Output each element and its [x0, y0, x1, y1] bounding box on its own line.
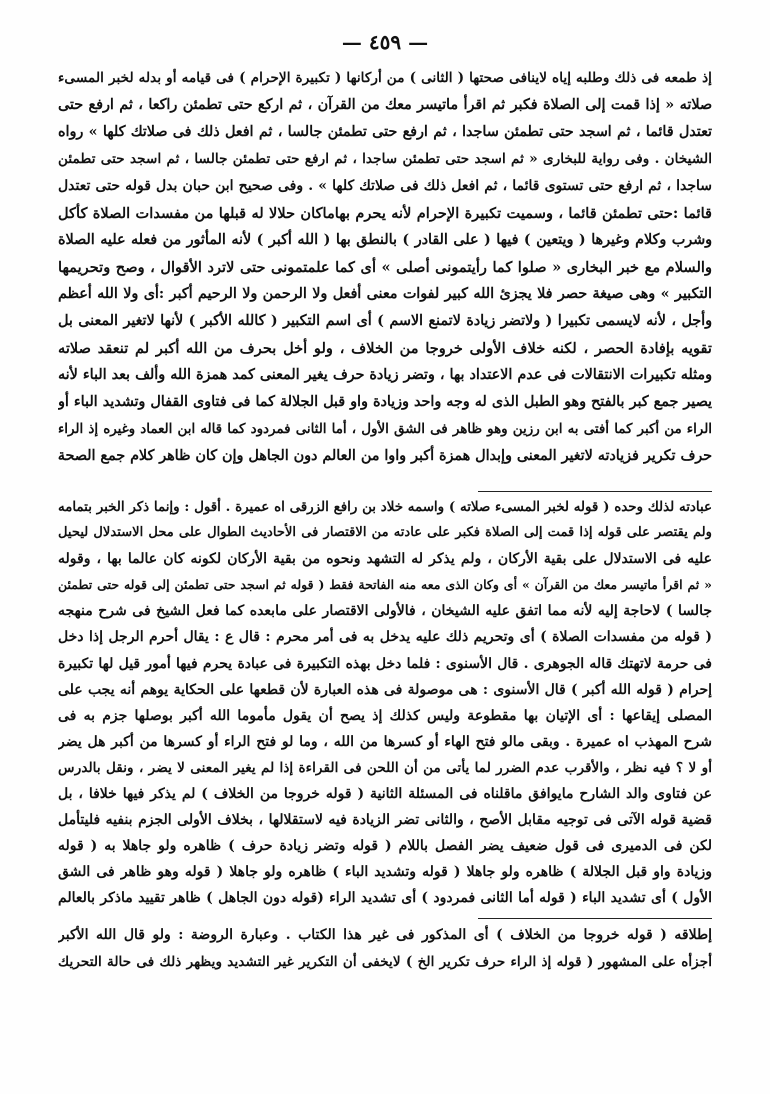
footnote-line: المصلى إيقاعها : أى الإتيان بها مقطوعة وليس كذلك إذ يصح أن يقول مأموما الله أكبر بوصلها جزم به فى	[58, 707, 712, 724]
main-text	[58, 65, 712, 470]
footnote-line: قضية قوله الآتى فى توجيه مقابل الأصح ، والثانى تضر الزيادة فيه لاستقلالها ، بخلاف الأولى الجزم بنفيه فليتأمل	[58, 812, 712, 829]
main-text-line: إذ طمعه فى ذلك وطلبه إياه لاينافى صحتها ( الثانى ) من أركانها ( تكبيرة الإحرام ) فى قيامه أو بدله لخبر المسىء	[58, 70, 712, 86]
footnote-line: ولم يقتصر على قوله إذا قمت إلى الصلاة فكبر على عادته من الاقتصار فى الأحاديث الطوال على محل الاستدلال ليحيل	[58, 525, 712, 541]
main-text-line: تعتدل قائما ، ثم اسجد حتى تطمئن ساجدا ، ثم ارفع حتى تطمئن جالسا ، ثم افعل ذلك فى صلاتك كلها » رواه	[58, 124, 712, 140]
footnote-line: « ثم اقرأ ماتيسر معك من القرآن » أى وكان الذى معه منه الفاتحة فقط ( قوله ثم اسجد حتى تطمئن إلى قوله حتى تطمئن	[58, 577, 712, 593]
footnotes-secondary	[58, 922, 712, 976]
page-number: — ٤٥٩ —	[341, 30, 429, 54]
footnote-line: أو لا ؟ فيه نظر ، والأقرب عدم الضرر لما يأتى من أن اللحن فى القراءة إذا لم يغير المعنى لا يضر ، ونقل بالدرس	[58, 759, 712, 776]
footnote-line: لكن فى الدميرى فى قول ضعيف يضر الفصل باللام ( قوله وتضر زيادة حرف ) ظاهره ولو جاهلا به ( قوله	[58, 838, 712, 855]
main-text-line: الراء من أكبر كما أفتى به ابن رزين وهو ظاهر فى الشق الأول ، أما الثانى فمردود كما قاله ابن العماد وغيره إذ الراء	[58, 421, 712, 437]
footnote-line: إحرام ( قوله الله أكبر ) قال الأسنوى : هى موصولة فى هذه العبارة لأن قطعها على الحكاية يوهم أنه يجب على	[58, 681, 712, 698]
main-text-line: ساجدا ، ثم ارفع حتى تستوى قائما ، ثم افعل ذلك فى صلاتك كلها » . وفى صحيح ابن حبان بدل قوله حتى تعتدل	[58, 178, 712, 194]
footnote-line: إطلاقه ( قوله خروجا من الخلاف ) أى المذكور فى غير هذا الكتاب . وعبارة الروضة : ولو قال الله الأكبر	[58, 927, 712, 943]
footnote-line: أجزأه على المشهور ( قوله إذ الراء حرف تكرير الخ ) لايخفى أن التكرير غير التشديد ويظهر ذلك فى حالة التحريك	[58, 954, 712, 970]
footnote-line: فى حرمة لاتهتك قاله الجوهرى . قال الأسنوى : فلما دخل بهذه التكبيرة فى عبادة يحرم فيها أمور قيل لها تكبيرة	[58, 655, 712, 672]
footnote-line: عن فتاوى والد الشارح مايوافق ماقلناه فى المسئلة الثانية ( قوله خروجا من الخلاف ) لم يذكر فيها خلافا ، بل	[58, 786, 712, 803]
main-text-line: وشرب وكلام وغيرها ( ويتعين ) فيها ( على القادر ) بالنطق بها ( الله أكبر ) لأنه المأثور من فعله عليه الصلاة	[58, 232, 712, 248]
footnote-line: عبادته لذلك وحده ( قوله لخبر المسىء صلاته ) واسمه خلاد بن رافع الزرقى اه عميرة . أقول : وإنما ذكر الخبر بتمامه	[58, 499, 712, 515]
main-text-line: صلاته « إذا قمت إلى الصلاة فكبر ثم اقرأ ماتيسر معك من القرآن ، ثم اركع حتى تطمئن راكعا ، ثم ارفع حتى	[58, 97, 712, 113]
footnote-separator-2	[478, 918, 712, 919]
main-text-line: الشيخان . وفى رواية للبخارى « ثم اسجد حتى تطمئن ساجدا ، ثم ارفع حتى تطمئن جالسا ، ثم اسجد حتى تطمئن	[58, 151, 712, 167]
footnote-line: جالسا ) لاحاجة إليه لأنه مما اتفق عليه الشيخان ، فالأولى الاقتصار على مابعده كما فعل الشيخ فى شرح منهجه	[58, 603, 712, 620]
main-text-line: حرف تكرير فزيادته لاتغير المعنى وإبدال همزة أكبر واوا من العالم دون الجاهل وإن كان ظاهر كلام جمع الصحة	[58, 448, 712, 464]
main-text-line: قائما :حتى تطمئن قائما ، وسميت تكبيرة الإحرام لأنه يحرم بهاماكان حلالا له قبلها من مفسدات الصلاة كأكل	[58, 205, 712, 222]
footnote-line: عليه فى الاستدلال على بقية الأركان ، ولم يذكر له التشهد ونحوه من بقية الأركان لكونه كان عالما بها ، وقوله	[58, 551, 712, 568]
footnote-line: شرح المهذب اه عميرة . وبقى مالو فتح الهاء أو كسرها من الله ، وما لو فتح الراء أو كسرها من أكبر هل يضر	[58, 733, 712, 750]
footnote-line: وزيادة واو قبل الجلالة ) ظاهره ولو جاهلا ( قوله وتشديد الباء ) ظاهره ولو جاهلا ( قوله وهو ظاهر فى الشق	[58, 864, 712, 881]
footnote-line: ( قوله من مفسدات الصلاة ) أى وتحريم ذلك عليه يدخل به فى أمر محرم : قال ع : يقال أحرم الرجل إذا دخل	[58, 629, 712, 646]
main-text-line: ومثله تكبيرات الانتقالات فى عدم الاعتداد بها ، وتضر زيادة حرف يغير المعنى كمد همزة الله وألف بعد الباء لأنه	[58, 367, 712, 383]
footnotes-commentary	[58, 494, 712, 912]
footnote-line: الأول ) أى تشديد الباء ( قوله أما الثانى فمردود ) أى تشديد الراء (قوله دون الجاهل ) ظاهر تقييد ماذكر بالعالم	[58, 890, 712, 907]
main-text-line: والسلام مع خبر البخارى « صلوا كما رأيتمونى أصلى » أى كما علمتمونى حتى لاترد الأقوال ، وصح وتحريمها	[58, 259, 712, 276]
main-text-line: التكبير » وهى صيغة حصر فلا يجزئ الله كبير لفوات معنى أفعل ولا الرحمن ولا الرحيم أكبر :أى ولا الله أعظم	[58, 286, 712, 302]
main-text-line: وأجل ، لأنه لايسمى تكبيرا ( ولاتضر زيادة لاتمنع الاسم ) أى اسم التكبير ( كالله الأكبر ) لأنها لاتغير المعنى بل	[58, 313, 712, 329]
footnote-separator	[478, 491, 712, 492]
main-text-line: تقويه بإفادة الحصر ، لكنه خلاف الأولى خروجا من الخلاف ، ولو أخل بحرف من الله أكبر لم تنعقد صلاته	[58, 340, 712, 357]
main-text-line: يصير جمع كبر بالفتح وهو الطبل الذى له وجه واحد وزيادة واو قبل الجلالة كما فى فتاوى القفال وتشديد الباء أو	[58, 394, 712, 410]
